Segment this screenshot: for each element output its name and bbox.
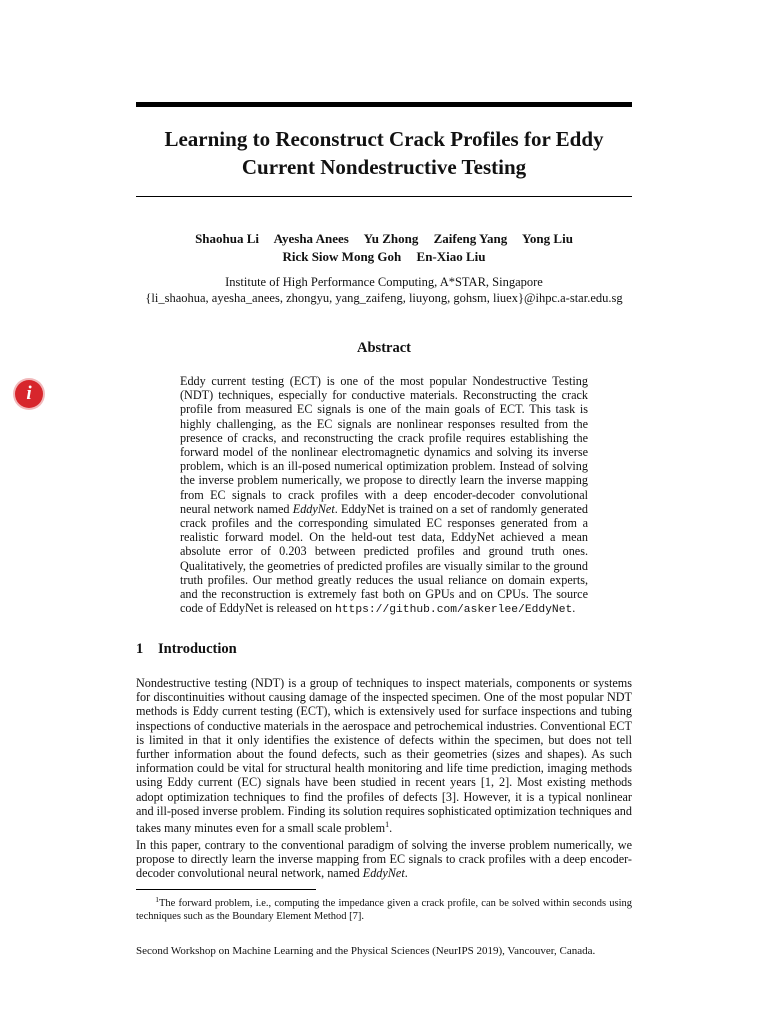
author: Yu Zhong [363, 231, 419, 246]
intro-paragraph-1 [136, 676, 632, 835]
section-number: 1 [136, 641, 144, 657]
author-list [136, 230, 632, 266]
abstract-end: . [572, 601, 576, 616]
abstract-text [180, 374, 588, 617]
author-line-2 [136, 248, 632, 266]
footnote-rule [136, 889, 316, 890]
author: Yong Liu [521, 231, 573, 246]
title-top-rule [136, 102, 632, 107]
intro-paragraph-2-text: In this paper, contrary to the conventional paradigm of solving the inverse problem numerically, we propose to directly learn the inverse mapping from EC signals to crack profiles with a deep encoder-decoder convolutional neural network, named [136, 838, 632, 881]
intro-emphasis: EddyNet [362, 866, 405, 881]
footnote-ref[interactable]: 1 [385, 820, 390, 830]
venue-footer: Second Workshop on Machine Learning and the Physical Sciences (NeurIPS 2019), Vancouver, Canada. [136, 945, 596, 957]
author: Shaohua Li [195, 231, 260, 246]
author: En-Xiao Liu [416, 249, 486, 264]
abstract-body-1: Eddy current testing (ECT) is one of the most popular Nondestructive Testing (NDT) techniques, especially for conductive materials. Reconstructing the crack profile from measured EC signals is one of the main goals of ECT. This task is highly challenging, as the EC signals are nonlinear responses resulted from the presence of cracks, and reconstructing the crack profile requires establishing the forward model of the nonlinear electromagnetic dynamics and solving its inverse problem, which is an ill-posed numerical optimization problem. Instead of solving the inverse problem numerically, we propose to directly learn the inverse mapping from EC signals to crack profiles with a deep encoder-decoder convolutional neural network named [180, 374, 588, 516]
abstract-body-2: . EddyNet is trained on a set of randomly generated crack profiles and the corresponding simulated EC responses generated from a realistic forward model. On the held-out test data, EddyNet achieved a mean absolute error of 0.203 between predicted profiles and ground truth ones. Qualitatively, the geometries of predicted profiles are visually similar to the ground truth profiles. Our method greatly reduces the usual reliance on domain experts, and the reconstruction is extremely fast both on GPUs and on CPUs. The source code of EddyNet is released on [180, 501, 589, 616]
footnote-text: The forward problem, i.e., computing the impedance given a crack profile, can be solved within seconds using techniques such as the Boundary Element Method [7]. [136, 898, 632, 922]
section-heading-introduction [136, 641, 237, 658]
affiliation-block [136, 274, 632, 306]
paper-title: Learning to Reconstruct Crack Profiles for Eddy Current Nondestructive Testing [164, 127, 604, 179]
intro-paragraph-2-end: . [404, 866, 408, 881]
source-code-link[interactable]: https://github.com/askerlee/EddyNet [335, 604, 573, 617]
affiliation: Institute of High Performance Computing, A*STAR, Singapore [225, 275, 543, 289]
title-bottom-rule [136, 196, 632, 197]
author-line-1 [136, 230, 632, 248]
author: Rick Siow Mong Goh [282, 249, 402, 264]
author: Zaifeng Yang [433, 231, 508, 246]
intro-paragraph-2 [136, 838, 632, 881]
intro-paragraph-1-end: . [389, 821, 393, 836]
info-icon[interactable] [15, 380, 43, 408]
author: Ayesha Anees [273, 231, 349, 246]
author-emails: {li_shaohua, ayesha_anees, zhongyu, yang_zaifeng, liuyong, gohsm, liuex}@ihpc.a-star.edu.sg [145, 291, 623, 305]
footnote [136, 893, 632, 923]
footnote-mark: 1 [155, 895, 159, 904]
abstract-emphasis: EddyNet [292, 501, 335, 516]
section-title: Introduction [158, 641, 237, 657]
abstract-heading: Abstract [357, 340, 411, 356]
intro-paragraph-1-text: Nondestructive testing (NDT) is a group of techniques to inspect materials, components or systems for discontinuities without causing damage of the inspected specimen. One of the most popular NDT methods is Eddy current testing (ECT), which is extensively used for surface inspections and tubing inspections of conductive materials in the aerospace and petrochemical industries. Conventional ECT is limited in that it only identifies the existence of defects within the specimen, but does not tell further information about the found defects, such as their geometries (sizes and shapes). As such information could be vital for structural health monitoring and life time prediction, imaging methods using Eddy current (EC) signals have been studied in recent years [1, 2]. Most existing methods adopt optimization techniques to find the profiles of defects [3]. However, it is a typical nonlinear and ill-posed inverse problem. Finding its solution requires sophisticated optimization techniques and takes many minutes even for a small scale problem [136, 676, 632, 836]
info-glyph: i [26, 383, 32, 404]
